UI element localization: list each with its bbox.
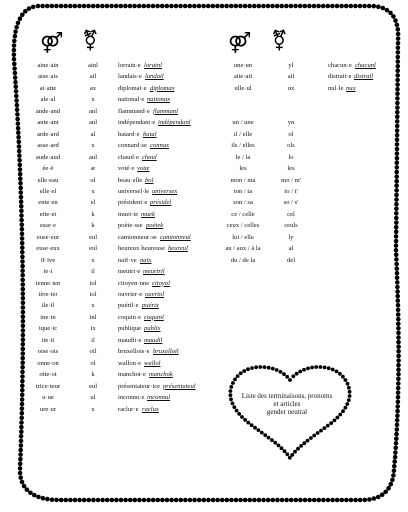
- neutral-form: al: [288, 245, 294, 253]
- ending-pair: trice·teur: [35, 382, 61, 390]
- border-dot: [271, 367, 275, 371]
- ending-pair: ite·it: [41, 336, 55, 344]
- border-dot: [258, 365, 262, 369]
- example-word: raclur·e: [118, 405, 139, 413]
- example-word: citoyen·nne: [118, 279, 150, 287]
- border-dot: [347, 386, 351, 390]
- example-word: universel·le: [118, 187, 150, 195]
- neutral-ending: k: [91, 210, 95, 218]
- neutral-example: manchok: [149, 371, 173, 379]
- neutral-example: puérix: [142, 302, 159, 310]
- neutral-example: indépendanl: [158, 119, 191, 127]
- neutral-example: présidel: [150, 199, 172, 207]
- ending-pair: elle·eau: [37, 176, 59, 184]
- border-dot: [263, 365, 267, 369]
- word-pair: ils / elles: [231, 142, 255, 150]
- neutral-form: lo: [288, 153, 294, 161]
- border-dot: [344, 406, 348, 410]
- example-word: maudit·e: [118, 336, 142, 344]
- border-dot: [246, 421, 250, 425]
- border-dot: [243, 418, 247, 422]
- neutral-example: publix: [144, 325, 161, 333]
- border-dot: [336, 416, 340, 420]
- word-pair: il / elle: [233, 130, 253, 138]
- ending-pair: oise·ois: [37, 348, 59, 356]
- border-dot: [319, 365, 323, 369]
- neutral-example: raclux: [142, 405, 159, 413]
- word-pair: mon / ma: [230, 176, 256, 184]
- ending-pair: ure·ur: [39, 405, 57, 413]
- ending-pair: asse·ard: [37, 142, 59, 150]
- neutral-form: so / s': [283, 199, 299, 207]
- neutral-example: bruxelloil: [153, 348, 179, 356]
- example-word: poète·sse: [118, 222, 143, 230]
- border-dot: [288, 378, 292, 382]
- ending-pair: u·ue: [42, 394, 54, 402]
- neutral-example: universex: [152, 187, 178, 195]
- border-dot: [229, 385, 233, 389]
- example-word: flammand·e: [118, 107, 150, 115]
- neutral-form: ceuls: [284, 222, 298, 230]
- example-word: chaud·e: [118, 153, 139, 161]
- neutral-example: batal: [143, 130, 157, 138]
- neutral-ending: ax: [89, 84, 97, 92]
- border-dot: [282, 372, 286, 376]
- example-word: puéril·e: [118, 302, 139, 310]
- border-dot: [348, 394, 352, 398]
- ending-pair: ie·i: [43, 268, 53, 276]
- neutral-ending: k: [91, 371, 95, 379]
- neutral-example: maudil: [144, 336, 163, 344]
- neutral-ending: el: [90, 199, 96, 207]
- neutral-example: présentateul: [163, 382, 196, 390]
- neutral-example: coquinl: [144, 313, 164, 321]
- ending-pair: aude·aud: [35, 153, 61, 161]
- border-dot: [309, 436, 313, 440]
- word-pair: ton / ta: [233, 187, 253, 195]
- neutral-ending: eul: [88, 382, 98, 390]
- example-word: inconnu·e: [118, 394, 145, 402]
- border-dot: [260, 431, 264, 435]
- border-dot: [229, 393, 233, 397]
- ending-pair: aine·ain: [37, 62, 59, 69]
- border-dot: [338, 372, 342, 376]
- ending-pair: esse·e: [39, 222, 57, 230]
- neutral-ending: ul: [90, 394, 96, 402]
- neutral-example: connax: [150, 142, 170, 150]
- example-word: voté·e: [118, 165, 135, 173]
- border-dot: [326, 424, 330, 428]
- border-dot: [279, 370, 283, 374]
- neutral-example: landail: [145, 73, 164, 81]
- neutral-form: yl: [288, 62, 294, 69]
- neutral-ending: al: [90, 130, 96, 138]
- word-pair: ceux / celles: [226, 222, 260, 230]
- ending-pair: aise·ais: [38, 73, 58, 81]
- example-word: muet·te: [118, 210, 139, 218]
- border-dot: [231, 381, 235, 385]
- word-pair: aite·ait: [233, 73, 253, 81]
- border-dot: [333, 419, 337, 423]
- ending-pair: ée·é: [42, 165, 54, 173]
- ending-pair: ienne·ien: [35, 279, 61, 287]
- ending-pair: ière·ier: [38, 291, 58, 298]
- neutral-example: nux: [346, 84, 356, 92]
- border-dot: [236, 374, 240, 378]
- example-word: indépendant·e: [118, 119, 156, 127]
- border-dot: [283, 449, 287, 453]
- neutral-ending: il: [91, 336, 95, 344]
- border-dot: [285, 452, 289, 456]
- example-word: nul·le: [328, 84, 344, 92]
- example-word: wallon·e: [118, 359, 142, 367]
- border-dot: [302, 368, 306, 372]
- ending-pair: ïf·ïve: [40, 256, 56, 264]
- example-word: manchot·e: [118, 371, 146, 379]
- word-pair: une·un: [233, 62, 253, 69]
- neutral-form: del: [286, 256, 296, 264]
- neutral-example: heureul: [168, 245, 188, 253]
- neutral-example: votæ: [137, 165, 150, 173]
- neutral-form: ux: [287, 84, 295, 92]
- ending-pair: ale·al: [40, 96, 56, 104]
- word-pair: les: [239, 165, 247, 173]
- example-word: connard·se: [118, 142, 147, 150]
- neutral-example: meurtril: [143, 268, 165, 276]
- border-dot: [242, 369, 246, 373]
- border-dot: [298, 370, 302, 374]
- border-dot: [267, 366, 271, 370]
- ending-pair: ile·il: [41, 302, 55, 310]
- border-dot: [348, 390, 352, 394]
- neutral-ending: x: [91, 256, 95, 264]
- neutral-ending: inl: [89, 313, 97, 321]
- neutral-form: mo / m': [281, 176, 301, 184]
- neutral-form: ail: [287, 73, 295, 81]
- ending-pair: otte·ot: [39, 371, 57, 379]
- border-dot: [233, 378, 237, 382]
- example-word: président·e: [118, 199, 148, 207]
- neutral-example: nationax: [147, 96, 171, 104]
- ending-pair: euse·eux: [36, 245, 60, 253]
- border-dot: [229, 398, 233, 402]
- neutral-ending: x: [91, 142, 95, 150]
- border-dot: [329, 421, 333, 425]
- border-dot: [277, 444, 281, 448]
- border-dot: [263, 433, 267, 437]
- border-dot: [344, 378, 348, 382]
- neutral-example: inconnul: [147, 394, 171, 402]
- ending-pair: ai·atte: [39, 84, 57, 92]
- neutral-ending: oil: [89, 348, 97, 356]
- ending-pair: ande·and: [35, 107, 61, 115]
- neutral-ending: aul: [88, 153, 98, 161]
- border-dot: [302, 441, 306, 445]
- border-dot: [293, 450, 297, 454]
- neutral-ending: x: [91, 405, 95, 413]
- neutral-ending: iol: [89, 291, 97, 298]
- neutral-form: ly: [288, 233, 294, 241]
- neutral-ending: x: [91, 302, 95, 310]
- border-dot: [341, 375, 345, 379]
- neutral-example: distrail: [354, 73, 374, 81]
- border-dot: [291, 374, 295, 378]
- border-dot: [319, 429, 323, 433]
- transgender-icon: ⚧: [271, 28, 288, 52]
- neutral-example: poètek: [146, 222, 164, 230]
- neutral-example: citoyol: [152, 279, 170, 287]
- border-dot: [257, 428, 261, 432]
- border-dot: [270, 438, 274, 442]
- border-dot: [273, 441, 277, 445]
- male-female-icon: ⚤: [228, 30, 252, 54]
- neutral-example: chacunl: [355, 62, 376, 69]
- ending-pair: ette·et: [39, 210, 57, 218]
- border-dot: [280, 446, 284, 450]
- border-dot: [346, 382, 350, 386]
- ending-pair: elle·el: [39, 187, 57, 195]
- example-word: batard·e: [118, 130, 140, 138]
- example-word: bruxellois·e: [118, 348, 150, 356]
- word-pair: un / une: [232, 119, 254, 127]
- transgender-icon: ⚧: [82, 28, 99, 52]
- heart-caption-line: et articles: [273, 400, 301, 408]
- border-dot: [323, 366, 327, 370]
- neutral-example: camionneul: [160, 233, 191, 241]
- neutral-form: ols: [287, 142, 295, 150]
- heart-caption: [234, 392, 340, 416]
- border-dot: [310, 366, 314, 370]
- neutral-example: flammanl: [153, 107, 178, 115]
- border-dot: [331, 368, 335, 372]
- border-dot: [299, 444, 303, 448]
- neutral-ending: anl: [88, 119, 98, 127]
- neutral-example: bol: [145, 176, 154, 184]
- border-dot: [341, 409, 345, 413]
- example-word: naïf·ve: [118, 256, 137, 264]
- neutral-example: wallol: [144, 359, 161, 367]
- neutral-example: naïx: [140, 256, 152, 264]
- example-word: national·e: [118, 96, 145, 104]
- example-word: beau·elle: [118, 176, 143, 184]
- word-pair: au / aux / à la: [225, 245, 261, 253]
- neutral-ending: ainl: [88, 62, 98, 69]
- border-dot: [347, 398, 351, 402]
- example-word: distrait·e: [328, 73, 352, 81]
- neutral-ending: x: [91, 187, 95, 195]
- ending-pair: ente·en: [38, 199, 58, 207]
- neutral-example: ouvriol: [145, 291, 165, 298]
- neutral-form: ol: [288, 130, 294, 138]
- example-word: coquin·e: [118, 313, 142, 321]
- border-dot: [229, 389, 233, 393]
- ending-pair: arde·ard: [37, 130, 59, 138]
- neutral-ending: il: [91, 268, 95, 276]
- neutral-form: to / t': [284, 187, 298, 195]
- example-word: heureux·heureuse: [118, 245, 165, 253]
- ending-pair: onne·on: [37, 359, 59, 367]
- neutral-example: diplomax: [150, 84, 175, 92]
- word-pair: ce / celle: [231, 210, 255, 218]
- border-dot: [285, 375, 289, 379]
- neutral-ending: eul: [88, 233, 98, 241]
- ending-pair: euse·eur: [36, 233, 60, 241]
- word-pair: ulle·ul: [234, 84, 252, 92]
- example-word: diplomat·e: [118, 84, 147, 92]
- neutral-ending: ix: [90, 325, 96, 333]
- male-female-icon: ⚤: [40, 30, 64, 54]
- neutral-ending: x: [91, 96, 95, 104]
- heart-caption-line: gender neutral: [266, 408, 308, 416]
- neutral-form: yn: [287, 119, 295, 127]
- border-dot: [306, 439, 310, 443]
- example-word: chacun·e: [328, 62, 352, 69]
- example-word: lorrain·e: [118, 62, 141, 69]
- neutral-ending: æ: [90, 165, 96, 173]
- border-dot: [345, 402, 349, 406]
- border-dot: [250, 366, 254, 370]
- ending-pair: ante·ant: [37, 119, 59, 127]
- neutral-example: muek: [141, 210, 155, 218]
- neutral-ending: anl: [88, 107, 98, 115]
- neutral-example: chaul: [142, 153, 157, 161]
- border-dot: [253, 426, 257, 430]
- border-dot: [306, 367, 310, 371]
- neutral-form: les: [287, 165, 295, 173]
- example-word: ouvrier·e: [118, 291, 143, 298]
- border-dot: [335, 370, 339, 374]
- example-word: meutri·e: [118, 268, 141, 276]
- example-word: landais·e: [118, 73, 142, 81]
- border-dot: [312, 434, 316, 438]
- word-pair: du / de la: [230, 256, 256, 264]
- border-dot: [316, 431, 320, 435]
- word-pair: son / sa: [233, 199, 253, 207]
- neutral-ending: ol: [90, 359, 96, 367]
- border-dot: [246, 367, 250, 371]
- border-dot: [290, 453, 294, 457]
- neutral-form: cel: [287, 210, 295, 218]
- example-word: présentateur·ice: [118, 382, 161, 390]
- word-pair: le / la: [235, 153, 251, 161]
- border-dot: [254, 365, 258, 369]
- border-dot: [239, 371, 243, 375]
- border-dot: [296, 447, 300, 451]
- border-dot: [323, 426, 327, 430]
- border-dot: [327, 366, 331, 370]
- border-dot: [314, 365, 318, 369]
- neutral-ending: ol: [90, 176, 96, 184]
- border-dot: [295, 372, 299, 376]
- example-word: camionneur·se: [118, 233, 157, 241]
- neutral-ending: k: [91, 222, 95, 230]
- ending-pair: ique·ic: [38, 325, 58, 333]
- heart-caption-line: Liste des terminaisons, pronoms: [241, 392, 333, 400]
- border-dot: [275, 368, 279, 372]
- neutral-example: lorainl: [144, 62, 162, 69]
- ending-pair: ine·in: [40, 313, 56, 321]
- border-dot: [267, 436, 271, 440]
- neutral-ending: iol: [89, 279, 97, 287]
- border-dot: [250, 423, 254, 427]
- neutral-ending: eul: [88, 245, 98, 253]
- neutral-ending: ail: [89, 73, 97, 81]
- example-word: publique: [118, 325, 142, 333]
- word-pair: lui / elle: [232, 233, 254, 241]
